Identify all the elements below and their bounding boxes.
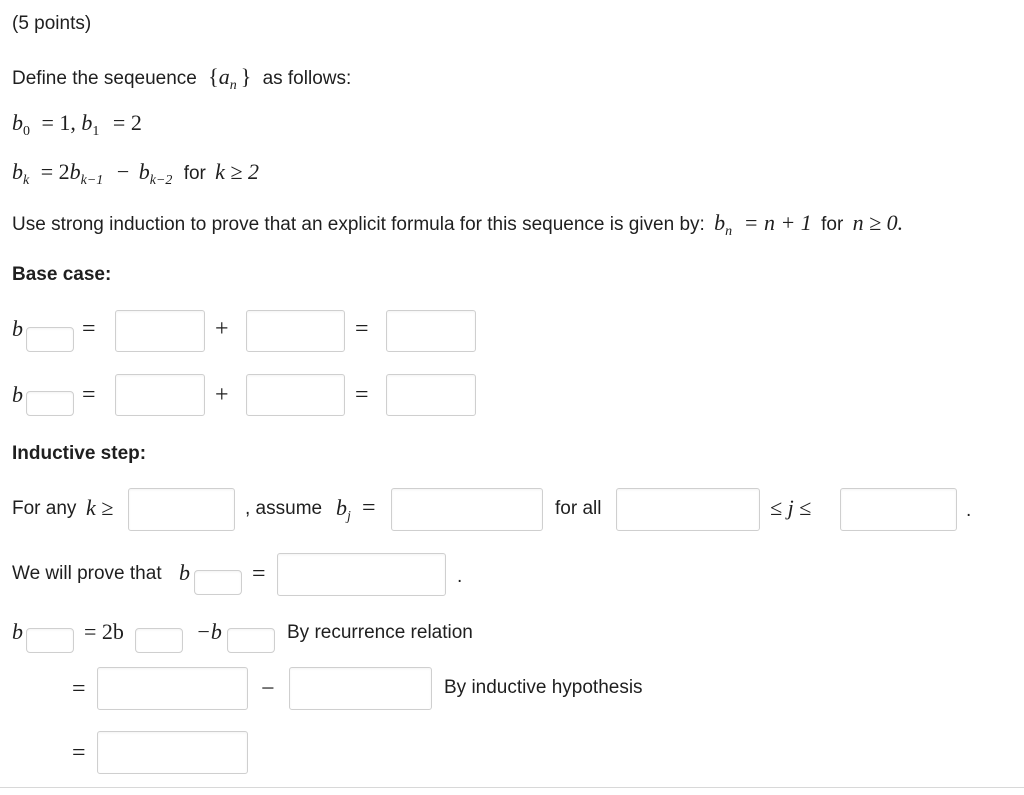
hypothesis-equals: = (362, 495, 376, 521)
for-all-label: for all (555, 498, 602, 519)
points-label: (5 points) (12, 13, 92, 34)
base-row1-equals2: = (355, 316, 369, 342)
base-row2-b: b (12, 382, 23, 407)
rec-minus: − (116, 159, 130, 184)
goal-subscript-input[interactable] (194, 570, 242, 595)
assume-label: , assume (245, 498, 323, 519)
j-upper-bound-input[interactable] (840, 488, 957, 531)
base-row2-result-input[interactable] (386, 374, 476, 416)
set-open-brace: { (208, 64, 219, 89)
step2-term1-input[interactable] (97, 667, 248, 710)
initial-conditions (12, 110, 142, 140)
rec-condition: k ≥ 2 (215, 159, 259, 184)
step1-term2-subscript-input[interactable] (227, 628, 275, 653)
we-prove-label: We will prove that (12, 563, 162, 584)
by-hypothesis-label: By inductive hypothesis (444, 677, 643, 698)
step3-result-input[interactable] (97, 731, 248, 774)
bottom-divider (0, 787, 1024, 788)
k-lower-bound-input[interactable] (128, 488, 235, 531)
j-lower-bound-input[interactable] (616, 488, 760, 531)
base-row1-b: b (12, 316, 23, 341)
b1-value: = 2 (112, 110, 142, 135)
task-for-label: for (821, 214, 844, 235)
step3-equals: = (72, 740, 86, 766)
for-any-label: For any (12, 498, 77, 519)
set-close-brace: } (240, 64, 252, 89)
task-condition: n ≥ 0. (852, 210, 904, 235)
goal-b: b (179, 560, 190, 585)
base-row2-plus: + (215, 382, 229, 408)
set-variable: a (218, 64, 230, 89)
recurrence-line (12, 159, 259, 189)
rec-lhs-symbol: b (12, 159, 23, 184)
base-row2-term2-input[interactable] (246, 374, 345, 416)
rec-equals-two: = 2 (40, 159, 70, 184)
step2-equals: = (72, 676, 86, 702)
base-row1-result-input[interactable] (386, 310, 476, 352)
formula-subscript: n (725, 224, 733, 239)
step1-lhs-subscript-input[interactable] (26, 628, 74, 653)
base-row1-equals: = (82, 316, 96, 342)
base-case-heading: Base case: (12, 264, 112, 285)
bj-subscript: j (347, 509, 351, 524)
k-geq-label: k ≥ (86, 495, 114, 520)
goal-formula-input[interactable] (277, 553, 446, 596)
sequence-set (208, 64, 252, 93)
rec-term1-symbol: b (69, 159, 81, 184)
rec-lhs-subscript: k (23, 173, 30, 188)
inductive-step-heading: Inductive step: (12, 443, 147, 464)
rec-for-label: for (183, 163, 206, 184)
base-row2-subscript-input[interactable] (26, 391, 74, 416)
rec-term2-symbol: b (138, 159, 150, 184)
definition-suffix: as follows: (262, 68, 352, 89)
goal-equals: = (252, 561, 266, 587)
b1-symbol: b (81, 110, 93, 135)
task-line (12, 210, 903, 240)
base-row1-term2-input[interactable] (246, 310, 345, 352)
base-row1-term1-input[interactable] (115, 310, 205, 352)
bj-symbol: b (336, 495, 347, 520)
definition-intro: Define the seqeuence (12, 68, 197, 89)
b0-subscript: 0 (23, 124, 30, 139)
b1-subscript: 1 (92, 124, 100, 139)
formula-rhs: = n + 1 (743, 210, 812, 235)
base-row1-plus: + (215, 316, 229, 342)
hypothesis-formula-input[interactable] (391, 488, 543, 531)
step1-term1-subscript-input[interactable] (135, 628, 183, 653)
base-row1-subscript-input[interactable] (26, 327, 74, 352)
step1-minus-b: −b (196, 619, 222, 644)
task-text: Use strong induction to prove that an explicit formula for this sequence is given by: (12, 214, 705, 235)
step1-equals-2b: = 2b (84, 619, 124, 644)
by-recurrence-label: By recurrence relation (287, 622, 473, 643)
step1-b: b (12, 619, 23, 644)
set-subscript: n (229, 78, 237, 93)
b0-symbol: b (12, 110, 23, 135)
goal-period: . (457, 566, 463, 587)
hypothesis-period: . (966, 500, 972, 521)
base-row2-equals2: = (355, 382, 369, 408)
rec-term2-subscript: k−2 (149, 173, 173, 188)
definition-line (12, 64, 351, 94)
leq-j-leq-label: ≤ j ≤ (770, 495, 812, 520)
formula-b-symbol: b (714, 210, 726, 235)
step2-term2-input[interactable] (289, 667, 432, 710)
step2-minus: − (261, 676, 275, 702)
b0-value: = 1, (41, 110, 76, 135)
base-row2-term1-input[interactable] (115, 374, 205, 416)
base-row2-equals: = (82, 382, 96, 408)
rec-term1-subscript: k−1 (80, 173, 104, 188)
